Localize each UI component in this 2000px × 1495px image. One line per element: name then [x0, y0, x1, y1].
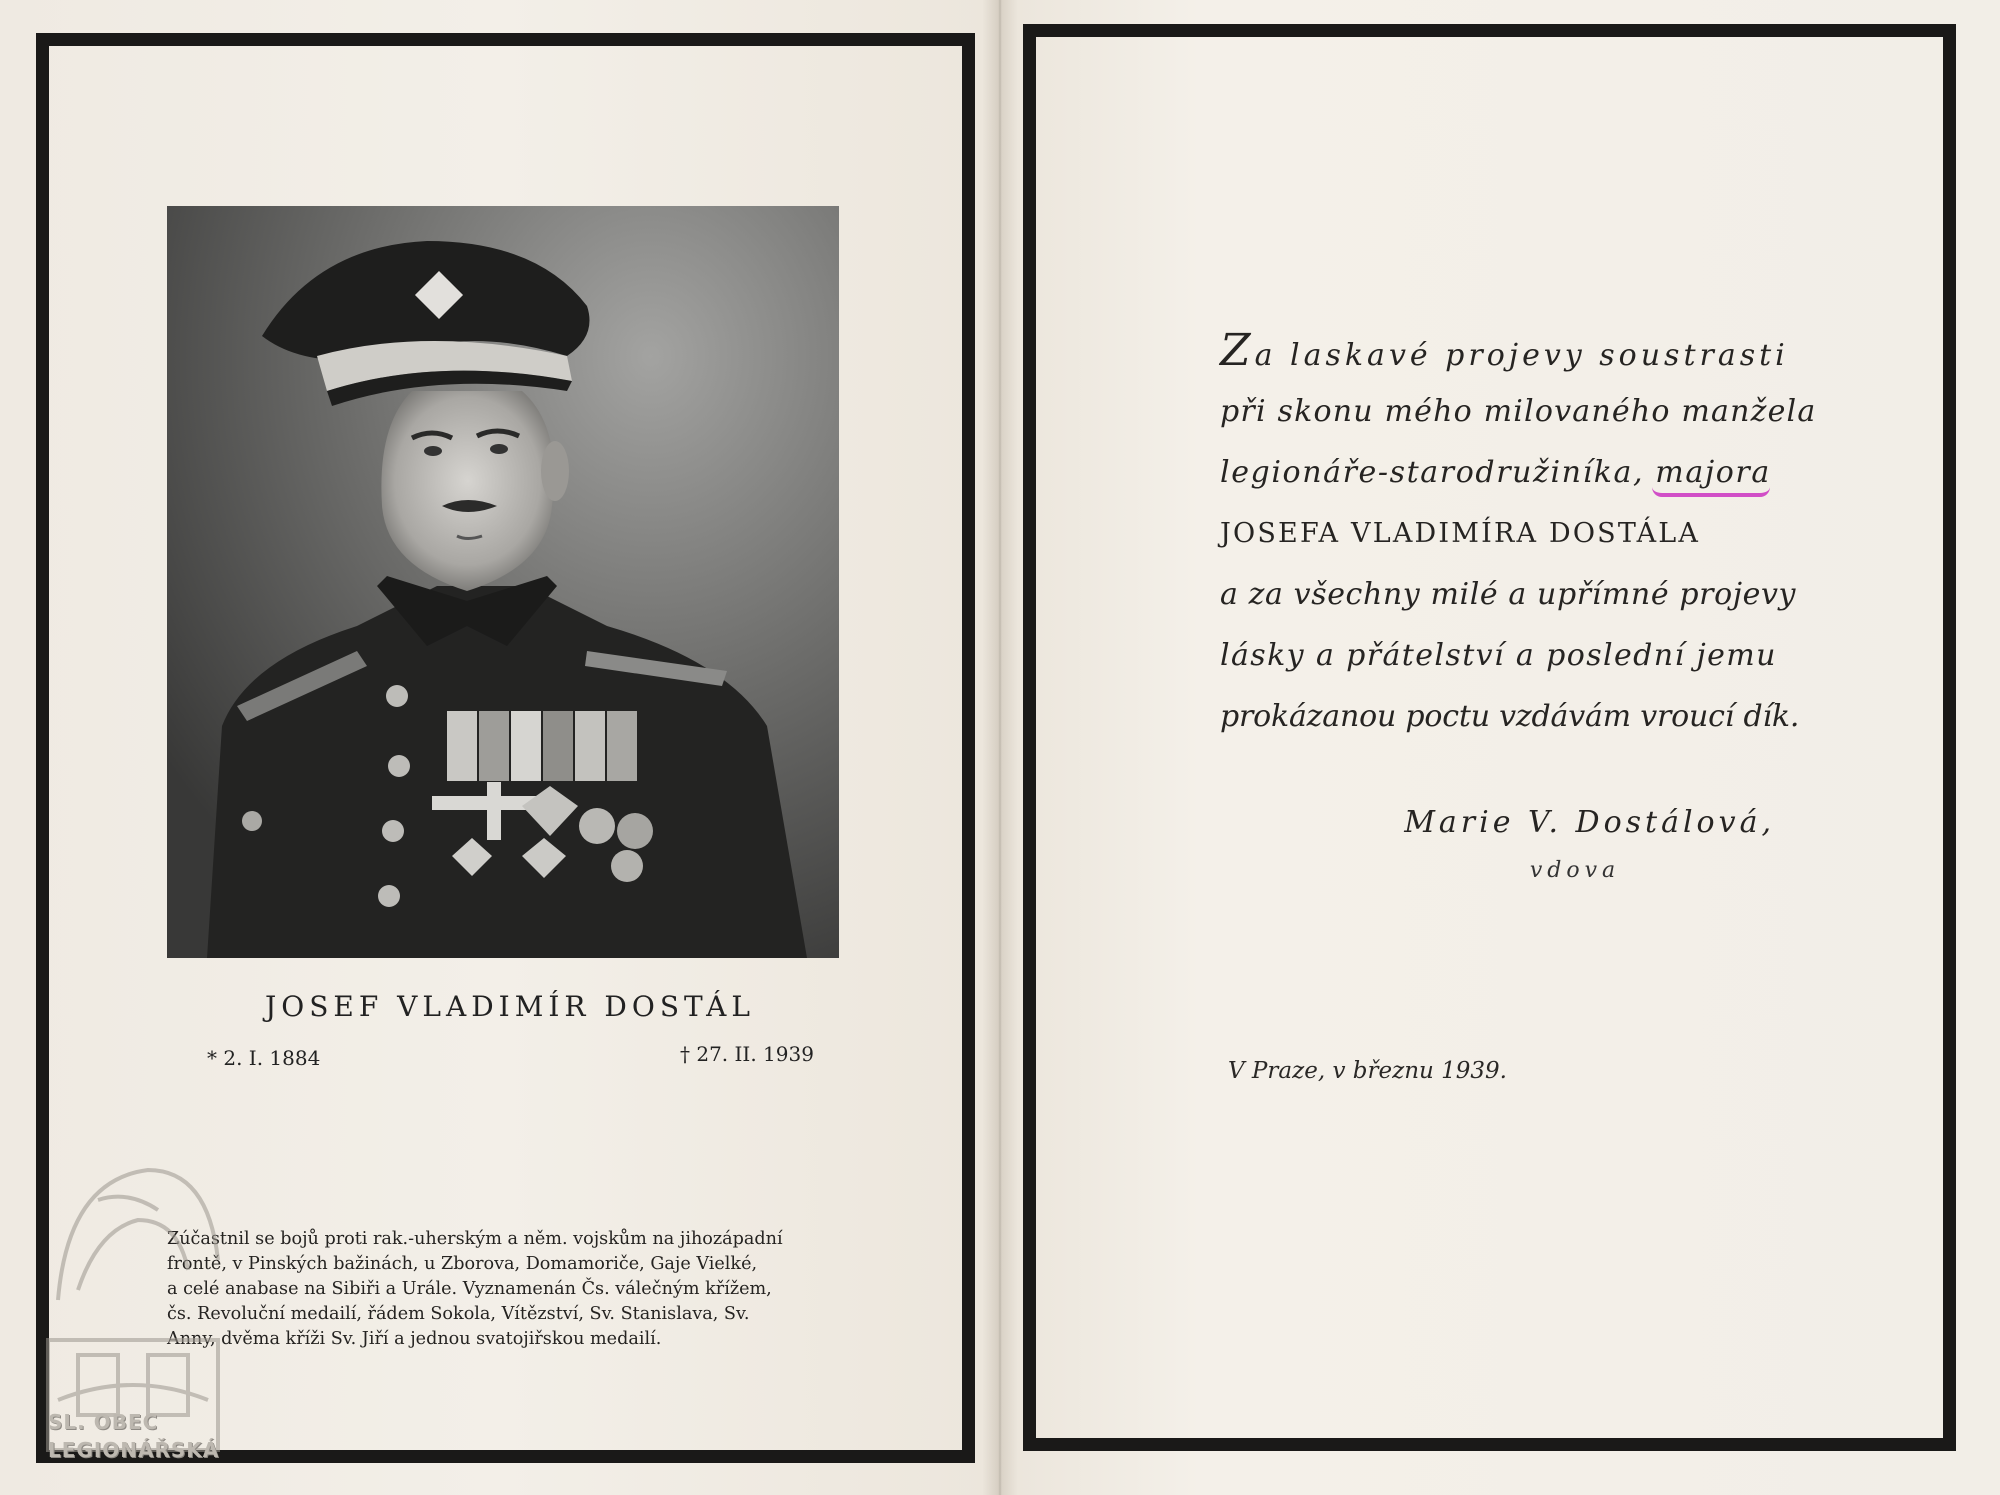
portrait-photo [167, 206, 839, 958]
bio-line: čs. Revoluční medailí, řádem Sokola, Vítězství, Sv. Stanislava, Sv. [167, 1304, 750, 1324]
thanks-text [1220, 320, 1817, 747]
thanks-line-3: legionáře-starodružiníka, majora [1220, 455, 1771, 490]
bio-line: a celé anabase na Sibiři a Urále. Vyznamenán Čs. válečným křížem, [167, 1279, 772, 1299]
bio-line: Anny, dvěma kříži Sv. Jiří a jednou svatojiřskou medailí. [167, 1329, 662, 1349]
bio-line: frontě, v Pinských bažinách, u Zborova, Domamoriče, Gaje Vielké, [167, 1254, 758, 1274]
handwritten-underline [1652, 487, 1770, 497]
thanks-name: JOSEFA VLADIMÍRA DOSTÁLA [1220, 518, 1701, 549]
stamp-text: LEGIONÁŘSKÁ [48, 1438, 220, 1462]
death-date: † 27. II. 1939 [680, 1042, 814, 1066]
birth-date: * 2. I. 1884 [207, 1046, 321, 1070]
place-date: V Praze, v březnu 1939. [1228, 1058, 1507, 1084]
thanks-line-2: při skonu mého milovaného manžela [1220, 394, 1817, 429]
deceased-name: JOSEF VLADIMÍR DOSTÁL [265, 990, 755, 1023]
thanks-line-6: lásky a přátelství a poslední jemu [1220, 638, 1777, 673]
page-fold [982, 0, 1018, 1495]
signature-name: Marie V. Dostálová, [1404, 805, 1775, 840]
biography-text [167, 1227, 867, 1352]
bio-line: Zúčastnil se bojů proti rak.-uherským a něm. vojskům na jihozápadní [167, 1229, 783, 1249]
signature-role: vdova [1529, 858, 1621, 883]
thanks-line-7: prokázanou poctu vzdávám vroucí dík. [1220, 699, 1800, 734]
thanks-line-1: Za laskavé projevy soustrasti [1220, 325, 1789, 376]
drop-cap: Z [1220, 325, 1255, 376]
stamp-text: SL. OBEC [48, 1410, 159, 1434]
thanks-line-5: a za všechny milé a upřímné projevy [1220, 577, 1797, 612]
